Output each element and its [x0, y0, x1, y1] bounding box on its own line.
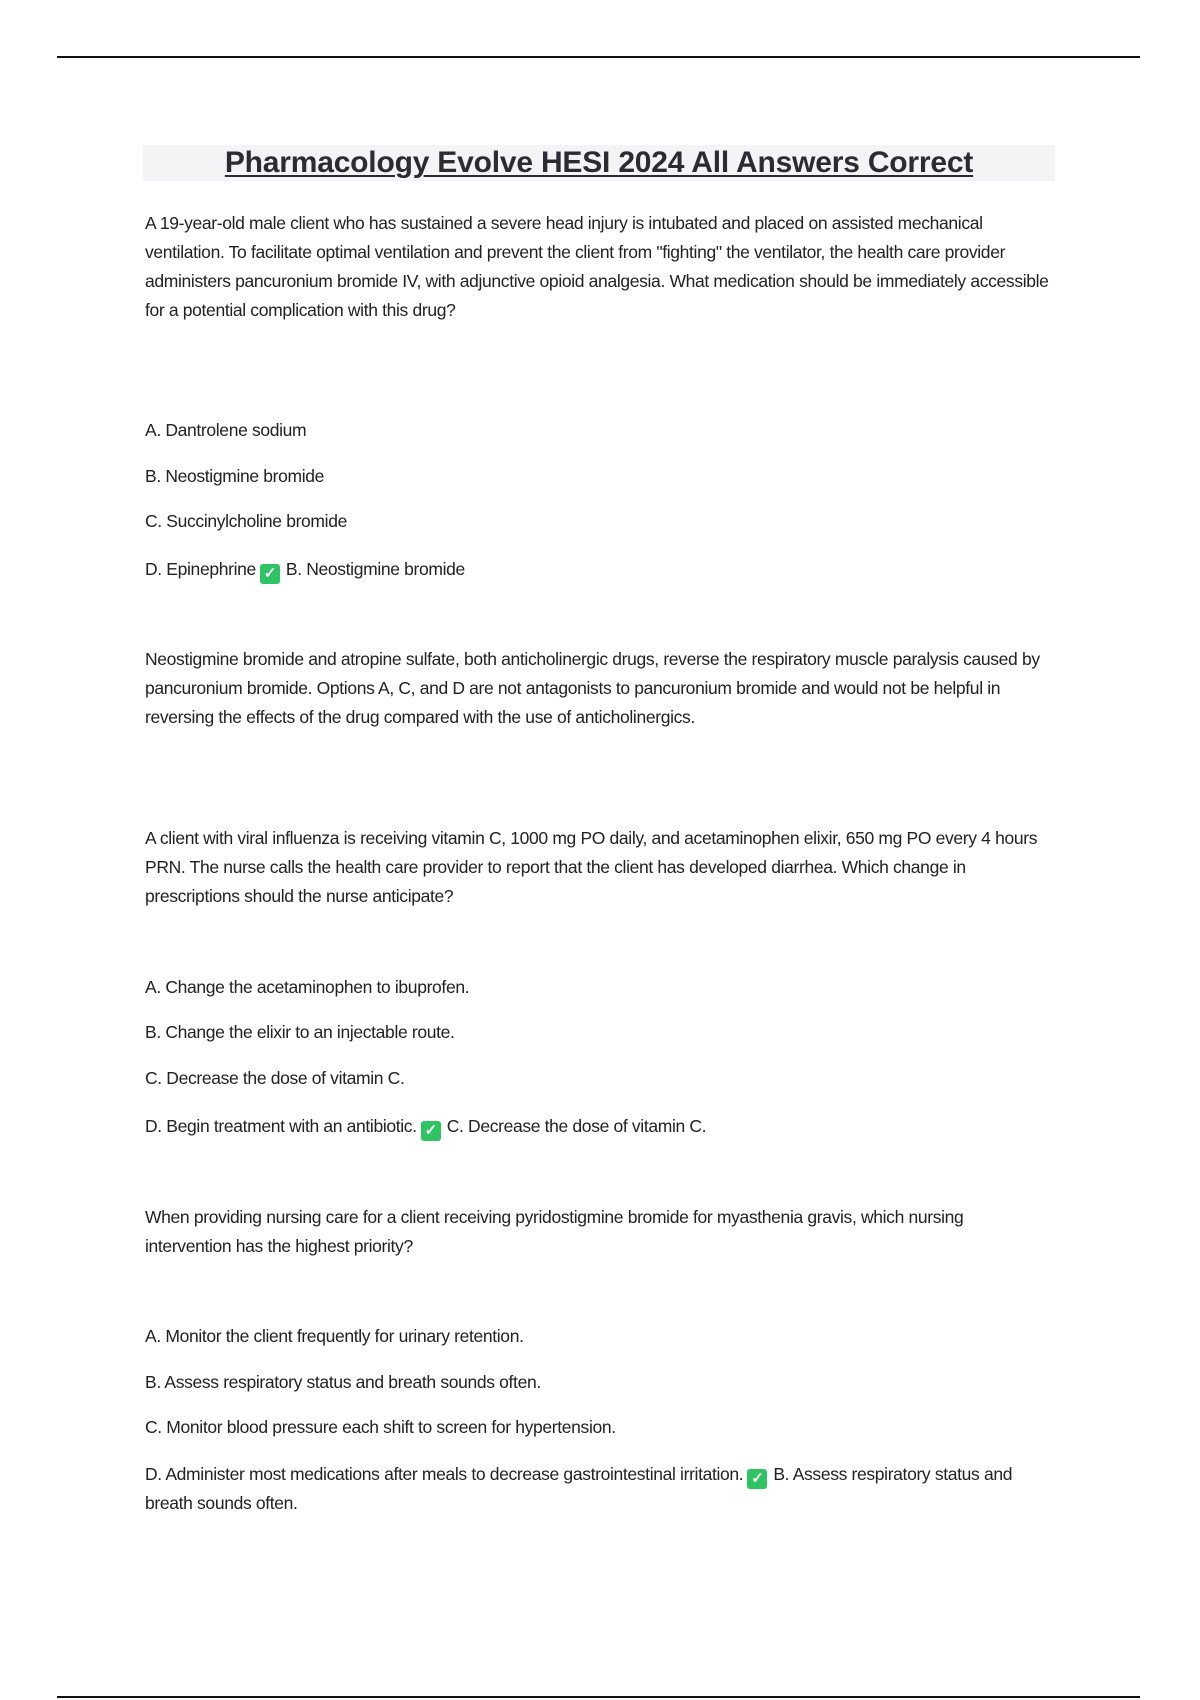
q3-answer: B. Assess respiratory status and breath sounds often. — [145, 1464, 1013, 1513]
q1-answer: B. Neostigmine bromide — [285, 559, 465, 579]
q2-option-a: A. Change the acetaminophen to ibuprofen. — [145, 977, 470, 997]
q2-option-d: D. Begin treatment with an antibiotic. — [145, 1116, 417, 1136]
q2-option-c: C. Decrease the dose of vitamin C. — [145, 1068, 405, 1088]
q1-option-d-row — [145, 555, 1050, 584]
q1-option-c: C. Succinylcholine bromide — [145, 511, 347, 531]
question-1-text: A 19-year-old male client who has sustained a severe head injury is intubated and placed on assisted mechanical ventilation. To facilitate optimal ventilation and prevent the client from "fighting" the ventilator, the health care provider administers pancuronium bromide IV, with adjunctive opioid analgesia. What medication should be immediately accessible for a potential complication with this drug? — [145, 213, 1049, 320]
q1-option-d: D. Epinephrine — [145, 559, 256, 579]
question-3-text: When providing nursing care for a client receiving pyridostigmine bromide for myasthenia gravis, which nursing intervention has the highest priority? — [145, 1207, 964, 1256]
check-icon: ✓ — [260, 564, 280, 584]
q3-option-d-row — [145, 1460, 1050, 1518]
q1-option-b: B. Neostigmine bromide — [145, 466, 325, 486]
question-2-text: A client with viral influenza is receiving vitamin C, 1000 mg PO daily, and acetaminophen elixir, 650 mg PO every 4 hours PRN. The nurse calls the health care provider to report that the client has developed diarrhea. Which change in prescriptions should the nurse anticipate? — [145, 828, 1038, 906]
page-title: Pharmacology Evolve HESI 2024 All Answers Correct — [224, 146, 974, 179]
check-icon: ✓ — [747, 1469, 767, 1489]
q1-rationale: Neostigmine bromide and atropine sulfate, both anticholinergic drugs, reverse the respiratory muscle paralysis caused by pancuronium bromide. Options A, C, and D are not antagonists to pancuronium bromide and would not be helpful in reversing the effects of the drug compared with the use of anticholinergics. — [145, 649, 1040, 727]
title-bar — [143, 145, 1055, 181]
bottom-rule — [57, 1696, 1140, 1698]
q3-option-d: D. Administer most medications after meals to decrease gastrointestinal irritation. — [145, 1464, 744, 1484]
q2-option-b: B. Change the elixir to an injectable route. — [145, 1022, 455, 1042]
q3-option-c: C. Monitor blood pressure each shift to screen for hypertension. — [145, 1417, 616, 1437]
q2-option-d-row — [145, 1112, 1050, 1141]
q3-option-b: B. Assess respiratory status and breath sounds often. — [145, 1372, 541, 1392]
top-rule — [57, 56, 1140, 58]
q2-answer: C. Decrease the dose of vitamin C. — [446, 1116, 707, 1136]
q3-option-a: A. Monitor the client frequently for urinary retention. — [145, 1326, 524, 1346]
q1-option-a: A. Dantrolene sodium — [145, 420, 307, 440]
check-icon: ✓ — [421, 1121, 441, 1141]
